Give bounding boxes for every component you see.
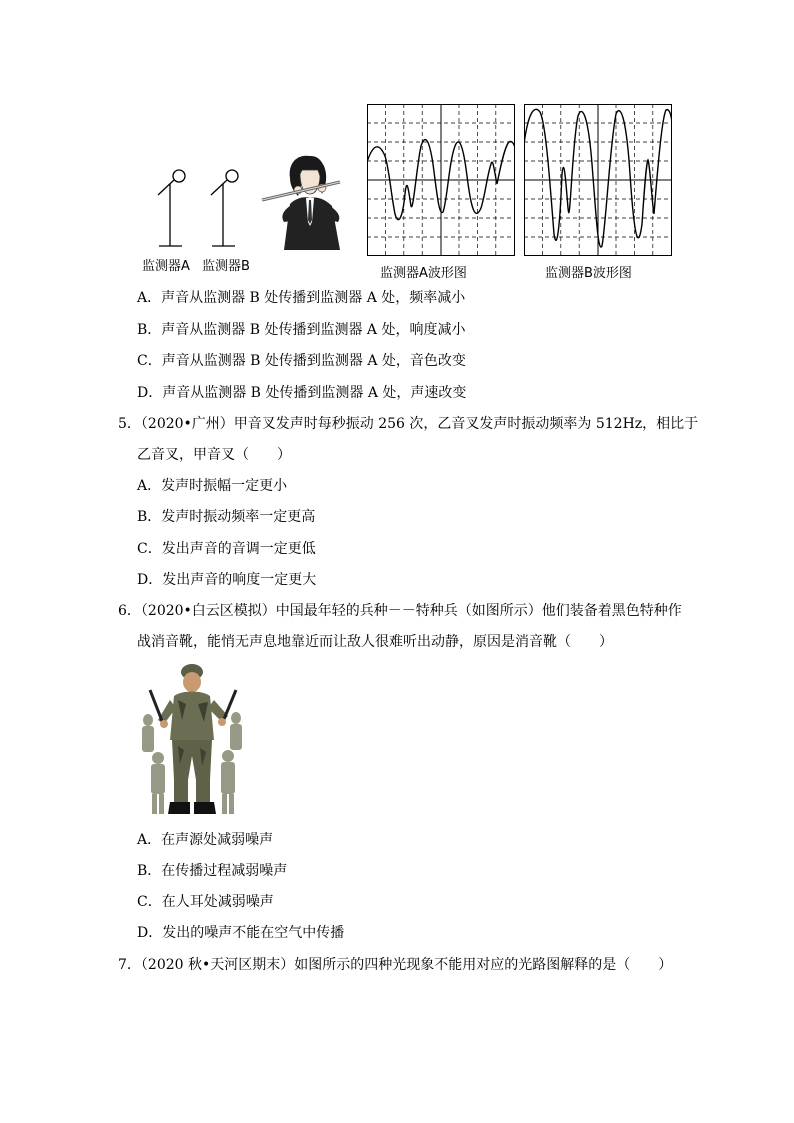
q6-option-b: B．在传播过程减弱噪声 [137, 863, 288, 879]
q5-option-c: C．发出声音的音调一定更低 [137, 541, 316, 557]
waveform-a-graph [367, 104, 515, 256]
q5-option-d: D．发出声音的响度一定更大 [137, 572, 317, 588]
q4-option-c: C．声音从监测器 B 处传播到监测器 A 处，音色改变 [137, 353, 466, 369]
q5-stem-line2: 乙音叉，甲音叉（ ） [137, 447, 291, 463]
q6-option-c: C．在人耳处减弱噪声 [137, 894, 274, 910]
waveform-b-caption: 监测器B波形图 [545, 266, 632, 281]
monitor-b-icon [203, 168, 243, 250]
monitor-a-icon [150, 168, 190, 250]
q6-stem-line2: 战消音靴，能悄无声息地靠近而让敌人很难听出动静，原因是消音靴（ ） [137, 634, 613, 650]
waveform-a-caption: 监测器A波形图 [380, 266, 467, 281]
monitor-b-label: 监测器B [202, 259, 250, 274]
q5-option-a: A．发声时振幅一定更小 [137, 478, 288, 494]
q6-option-d: D．发出的噪声不能在空气中传播 [137, 925, 345, 941]
q4-option-d: D．声音从监测器 B 处传播到监测器 A 处，声速改变 [137, 385, 467, 401]
q6-option-a: A．在声源处减弱噪声 [137, 832, 274, 848]
monitor-a-label: 监测器A [142, 259, 190, 274]
special-forces-soldier-photo [142, 660, 242, 818]
q6-stem-line1: 6．（2020•白云区模拟）中国最年轻的兵种－－特种兵（如图所示）他们装备着黑色特种作 [118, 603, 682, 619]
q7-stem-line1: 7．（2020 秋•天河区期末）如图所示的四种光现象不能用对应的光路图解释的是（ ） [118, 957, 673, 973]
q5-stem-line1: 5．（2020•广州）甲音叉发声时每秒振动 256 次，乙音叉发声时振动频率为 512Hz，相比于 [118, 416, 699, 432]
q5-option-b: B．发声时振动频率一定更高 [137, 509, 316, 525]
q4-option-b: B．声音从监测器 B 处传播到监测器 A 处，响度减小 [137, 322, 466, 338]
waveform-b-graph [524, 104, 672, 256]
flute-player-illustration [260, 152, 356, 252]
q4-option-a: A．声音从监测器 B 处传播到监测器 A 处，频率减小 [137, 290, 466, 306]
